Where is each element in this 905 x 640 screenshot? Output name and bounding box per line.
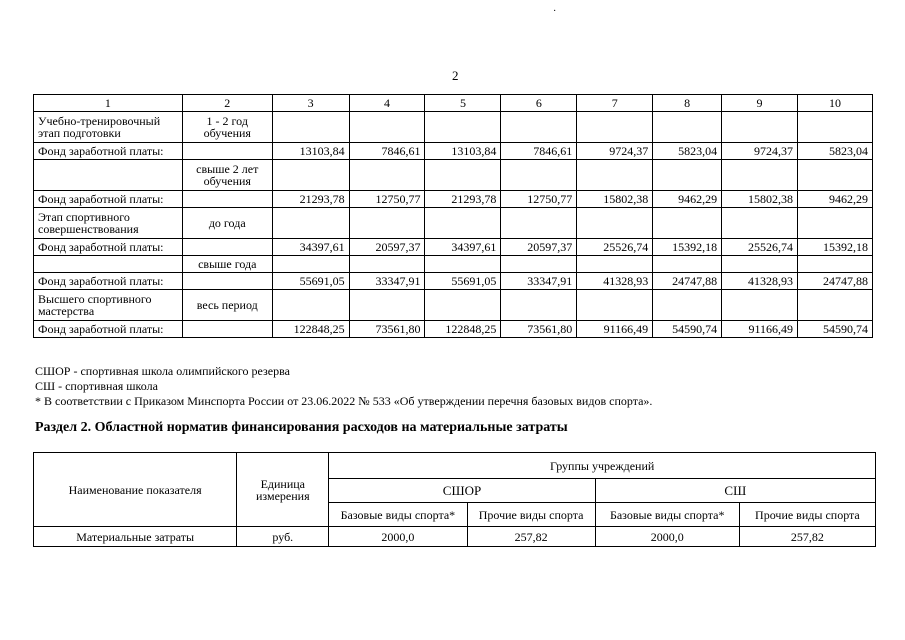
value-cell: 9462,29	[653, 191, 722, 208]
row-value: 257,82	[467, 527, 595, 547]
header-group-sshor: СШОР	[329, 479, 595, 503]
section-title: Раздел 2. Областной норматив финансирования расходов на материальные затраты	[35, 420, 568, 435]
header-indicator-name: Наименование показателя	[34, 453, 237, 527]
value-cell: 20597,37	[349, 239, 425, 256]
column-number: 7	[577, 95, 653, 112]
value-cell	[425, 256, 501, 273]
value-cell: 13103,84	[272, 143, 349, 160]
value-cell	[349, 160, 425, 191]
value-cell: 9462,29	[798, 191, 873, 208]
table-row	[34, 112, 873, 143]
column-number: 6	[501, 95, 577, 112]
value-cell	[501, 208, 577, 239]
header-other-sports: Прочие виды спорта	[467, 503, 595, 527]
period-cell: свыше года	[182, 256, 272, 273]
value-cell: 33347,91	[349, 273, 425, 290]
table-row	[34, 191, 873, 208]
value-cell	[501, 290, 577, 321]
value-cell	[722, 208, 798, 239]
column-number: 5	[425, 95, 501, 112]
period-cell	[182, 239, 272, 256]
header-basic-sports: Базовые виды спорта*	[329, 503, 467, 527]
footnotes	[35, 364, 652, 409]
value-cell	[501, 256, 577, 273]
value-cell	[272, 208, 349, 239]
row-label: Фонд заработной платы:	[34, 239, 183, 256]
value-cell	[722, 256, 798, 273]
value-cell: 12750,77	[501, 191, 577, 208]
value-cell: 13103,84	[425, 143, 501, 160]
value-cell: 9724,37	[577, 143, 653, 160]
value-cell: 34397,61	[425, 239, 501, 256]
row-label: Этап спортивного совершенствования	[34, 208, 183, 239]
header-basic-sports: Базовые виды спорта*	[595, 503, 739, 527]
value-cell: 54590,74	[798, 321, 873, 338]
value-cell	[798, 208, 873, 239]
value-cell: 20597,37	[501, 239, 577, 256]
row-name: Материальные затраты	[34, 527, 237, 547]
value-cell	[272, 112, 349, 143]
value-cell: 25526,74	[577, 239, 653, 256]
value-cell	[722, 160, 798, 191]
page-number: 2	[452, 68, 459, 83]
value-cell: 55691,05	[272, 273, 349, 290]
value-cell	[653, 112, 722, 143]
value-cell	[425, 160, 501, 191]
value-cell	[425, 208, 501, 239]
period-cell: свыше 2 лет обучения	[182, 160, 272, 191]
value-cell: 12750,77	[349, 191, 425, 208]
value-cell: 7846,61	[501, 143, 577, 160]
row-label: Высшего спортивного мастерства	[34, 290, 183, 321]
row-unit: руб.	[237, 527, 329, 547]
value-cell	[653, 256, 722, 273]
value-cell	[501, 160, 577, 191]
value-cell: 54590,74	[653, 321, 722, 338]
value-cell: 122848,25	[272, 321, 349, 338]
row-label: Фонд заработной платы:	[34, 191, 183, 208]
period-cell	[182, 273, 272, 290]
period-cell: весь период	[182, 290, 272, 321]
row-label: Учебно-тренировочный этап подготовки	[34, 112, 183, 143]
value-cell	[653, 208, 722, 239]
column-number: 8	[653, 95, 722, 112]
salary-fund-table	[33, 94, 873, 338]
table-row	[34, 321, 873, 338]
row-label	[34, 160, 183, 191]
column-number: 9	[722, 95, 798, 112]
value-cell: 21293,78	[272, 191, 349, 208]
value-cell: 21293,78	[425, 191, 501, 208]
row-label: Фонд заработной платы:	[34, 321, 183, 338]
value-cell	[798, 160, 873, 191]
footnote-ssh: СШ - спортивная школа	[35, 379, 158, 393]
value-cell: 91166,49	[577, 321, 653, 338]
value-cell: 15392,18	[653, 239, 722, 256]
header-unit: Единица измерения	[237, 453, 329, 527]
period-cell	[182, 321, 272, 338]
value-cell	[501, 112, 577, 143]
value-cell	[577, 160, 653, 191]
value-cell	[577, 208, 653, 239]
column-number: 4	[349, 95, 425, 112]
column-number: 10	[798, 95, 873, 112]
row-label	[34, 256, 183, 273]
value-cell: 73561,80	[349, 321, 425, 338]
value-cell	[349, 208, 425, 239]
table-row	[34, 256, 873, 273]
column-number: 2	[182, 95, 272, 112]
value-cell	[653, 160, 722, 191]
value-cell	[425, 112, 501, 143]
period-cell	[182, 143, 272, 160]
value-cell	[272, 256, 349, 273]
value-cell: 25526,74	[722, 239, 798, 256]
value-cell: 73561,80	[501, 321, 577, 338]
value-cell	[425, 290, 501, 321]
value-cell	[722, 290, 798, 321]
period-cell	[182, 191, 272, 208]
value-cell: 33347,91	[501, 273, 577, 290]
value-cell: 7846,61	[349, 143, 425, 160]
value-cell: 122848,25	[425, 321, 501, 338]
value-cell	[349, 256, 425, 273]
value-cell	[272, 290, 349, 321]
row-value: 2000,0	[329, 527, 467, 547]
value-cell: 24747,88	[653, 273, 722, 290]
value-cell: 5823,04	[653, 143, 722, 160]
footnote-sshor: СШОР - спортивная школа олимпийского резерва	[35, 364, 290, 378]
value-cell	[349, 112, 425, 143]
row-value: 2000,0	[595, 527, 739, 547]
value-cell: 9724,37	[722, 143, 798, 160]
column-number: 3	[272, 95, 349, 112]
table-row	[34, 290, 873, 321]
value-cell	[272, 160, 349, 191]
value-cell: 15802,38	[722, 191, 798, 208]
value-cell	[722, 112, 798, 143]
table-row	[34, 143, 873, 160]
value-cell	[798, 112, 873, 143]
value-cell: 91166,49	[722, 321, 798, 338]
table-row	[34, 273, 873, 290]
period-cell: до года	[182, 208, 272, 239]
value-cell	[577, 112, 653, 143]
value-cell: 34397,61	[272, 239, 349, 256]
row-label: Фонд заработной платы:	[34, 143, 183, 160]
table-row	[34, 239, 873, 256]
material-costs-table	[33, 452, 876, 547]
header-groups: Группы учреждений	[329, 453, 876, 479]
table-header-row	[34, 95, 873, 112]
value-cell: 5823,04	[798, 143, 873, 160]
value-cell	[349, 290, 425, 321]
value-cell	[798, 256, 873, 273]
header-other-sports: Прочие виды спорта	[739, 503, 875, 527]
table-row	[34, 208, 873, 239]
value-cell	[577, 256, 653, 273]
period-cell: 1 - 2 год обучения	[182, 112, 272, 143]
value-cell: 41328,93	[577, 273, 653, 290]
column-number: 1	[34, 95, 183, 112]
value-cell	[577, 290, 653, 321]
row-label: Фонд заработной платы:	[34, 273, 183, 290]
value-cell: 15802,38	[577, 191, 653, 208]
value-cell	[653, 290, 722, 321]
table-row	[34, 160, 873, 191]
header-group-ssh: СШ	[595, 479, 875, 503]
value-cell: 41328,93	[722, 273, 798, 290]
stray-mark: ·	[553, 6, 557, 17]
value-cell: 15392,18	[798, 239, 873, 256]
footnote-order: * В соответствии с Приказом Минспорта России от 23.06.2022 № 533 «Об утверждении перечня базовых видов спорта».	[35, 394, 653, 408]
row-value: 257,82	[739, 527, 875, 547]
value-cell: 24747,88	[798, 273, 873, 290]
value-cell: 55691,05	[425, 273, 501, 290]
value-cell	[798, 290, 873, 321]
